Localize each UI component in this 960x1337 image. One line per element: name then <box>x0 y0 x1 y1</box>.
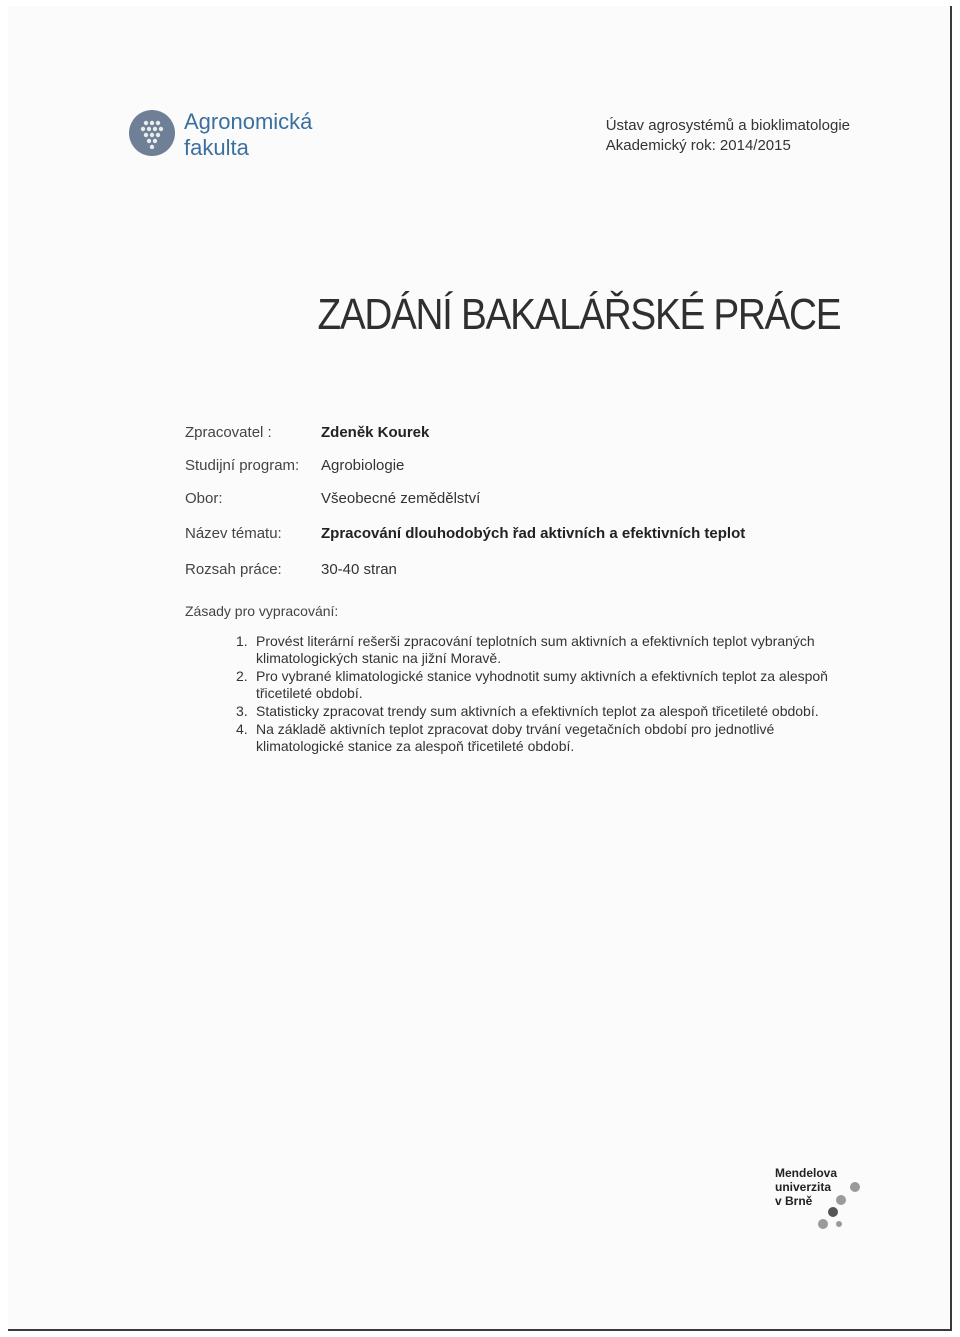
topic-value: Zpracování dlouhodobých řad aktivních a efektivních teplot <box>321 524 746 542</box>
author-row <box>185 416 745 449</box>
scope-value: 30-40 stran <box>321 560 397 578</box>
scope-row <box>185 551 745 587</box>
university-logo <box>775 1166 875 1236</box>
principles-heading: Zásady pro vypracování: <box>185 603 339 619</box>
list-item <box>236 703 834 720</box>
document-title: ZADÁNÍ BAKALÁŘSKÉ PRÁCE <box>317 290 841 339</box>
faculty-name-line1: Agronomická <box>184 109 313 134</box>
program-label: Studijní program: <box>185 457 300 474</box>
field-value: Všeobecné zemědělství <box>321 490 481 507</box>
list-item <box>236 721 834 755</box>
faculty-emblem-icon <box>128 109 176 157</box>
list-item-number: 1. <box>236 633 248 649</box>
principles-list <box>236 633 834 756</box>
list-item-number: 4. <box>236 721 248 737</box>
university-name-line1: Mendelova <box>775 1166 838 1180</box>
faculty-name <box>184 109 312 161</box>
list-item-text: Provést literární rešerši zpracování teplotních sum aktivních a efektivních teplot vybraných klimatologických stanic na jižní Moravě. <box>256 633 815 666</box>
author-value: Zdeněk Kourek <box>321 424 430 441</box>
faculty-logo <box>128 109 312 161</box>
university-name-line2: univerzita <box>775 1180 832 1194</box>
list-item-number: 3. <box>236 703 248 719</box>
university-dots-icon <box>775 1166 875 1236</box>
author-label: Zpracovatel : <box>185 424 272 441</box>
program-row <box>185 449 745 482</box>
list-item-text: Statisticky zpracovat trendy sum aktivních a efektivních teplot za alespoň třicetileté období. <box>256 703 819 719</box>
field-row <box>185 482 745 515</box>
list-item <box>236 633 834 667</box>
document-page <box>8 6 952 1331</box>
scope-label: Rozsah práce: <box>185 560 282 578</box>
list-item-text: Pro vybrané klimatologické stanice vyhodnotit sumy aktivních a efektivních teplot za alespoň třicetileté období. <box>256 668 828 701</box>
program-value: Agrobiologie <box>321 457 405 474</box>
department-block <box>606 116 850 156</box>
topic-label: Název tématu: <box>185 524 282 542</box>
field-label: Obor: <box>185 490 223 507</box>
university-name-line3: v Brně <box>775 1194 813 1208</box>
thesis-metadata <box>185 416 745 587</box>
department-name: Ústav agrosystémů a bioklimatologie <box>605 117 850 134</box>
topic-row <box>185 515 745 551</box>
list-item-number: 2. <box>236 668 248 684</box>
list-item <box>236 668 834 702</box>
academic-year: Akademický rok: 2014/2015 <box>605 137 791 154</box>
list-item-text: Na základě aktivních teplot zpracovat doby trvání vegetačních období pro jednotlivé klimatologické stanice za alespoň třicetileté období. <box>256 721 775 754</box>
faculty-name-line2: fakulta <box>184 135 249 160</box>
